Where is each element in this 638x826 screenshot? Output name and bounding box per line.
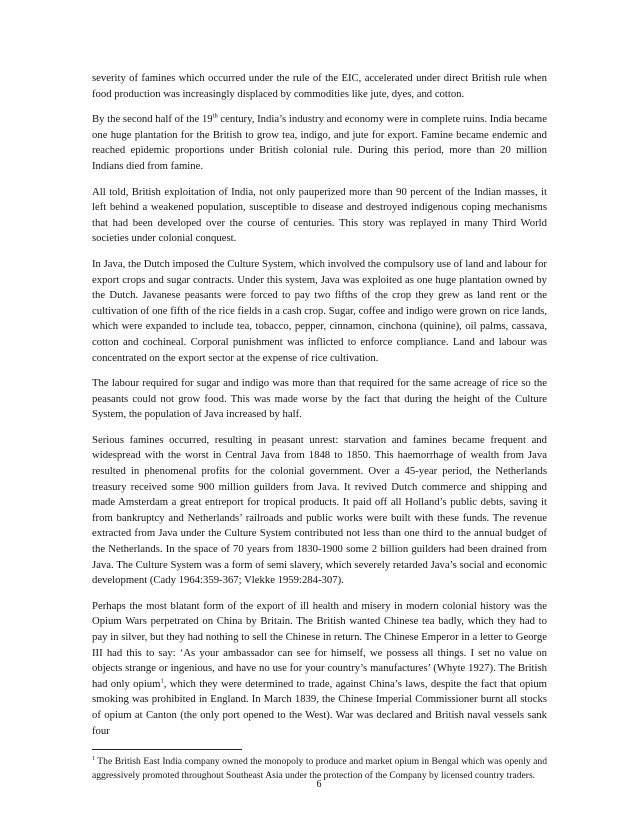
paragraph-text: , which they were determined to trade, against China’s laws, despite the fact that opium smoking was prohibited in England. In March 1839, the Chinese Imperial Commissioner burnt all stocks of opium at Canton (the only port opened to the West). War was declared and British naval vessels sank four — [92, 677, 547, 737]
footnote-1 — [92, 755, 547, 782]
paragraph-text: Perhaps the most blatant form of the export of ill health and misery in modern colonial history was the Opium Wars perpetrated on China by Britain. The British wanted Chinese tea badly, which they had to pay in silver, but they had nothing to sell the Chinese in return. The Chinese Emperor in a letter to George III had this to say: ‘As your ambassador can see for himself, we possess all things. I set no value on objects strange or ingenious, and have no use for your country’s manufactures’ (Whyte 1927). The British had only opium — [92, 599, 547, 690]
paragraph-5 — [92, 376, 547, 423]
paragraph-text: Serious famines occurred, resulting in peasant unrest: starvation and famines became frequent and widespread with the worst in Central Java from 1848 to 1850. This haemorrhage of wealth from Java resulted in phenomenal profits for the colonial government. Over a 45-year period, the Netherlands treasury received some 900 million guilders from Java. It revived Dutch commerce and shipping and made Amsterdam a great entreport for tropical products. It paid off all Holland’s public debts, saving it from bankruptcy and Netherlands’ railroads and public works were built with these funds. The revenue extracted from Java under the Culture System contributed not less than one third to the annual budget of the Netherlands. In the space of 70 years from 1830-1900 some 2 billion guilders had been drained from Java. The Culture System was a form of semi slavery, which severely retarded Java’s social and economic development (Cady 1964:359-367; Vlekke 1959:284-307). — [92, 433, 547, 587]
document-page — [92, 71, 547, 782]
paragraph-text: In Java, the Dutch imposed the Culture System, which involved the compulsory use of land and labour for export crops and sugar contracts. Under this system, Java was exploited as one huge plantation owned by the Dutch. Javanese peasants were forced to pay two fifths of the crop they grew as land rent or the cultivation of one fifth of the rice fields in a cash crop. Sugar, coffee and indigo were grown on rice lands, which were expanded to include tea, tobacco, pepper, cinnamon, cinchona (quinine), oil palms, cassava, cotton and cochineal. Corporal punishment was inflicted to enforce compliance. Land and labour was concentrated on the export sector at the expense of rice cultivation. — [92, 257, 547, 364]
page-number: 6 — [316, 779, 322, 790]
footnote-marker: 1 — [92, 755, 95, 762]
paragraph-text: All told, British exploitation of India, not only pauperized more than 90 percent of the Indian masses, it left behind a weakened population, susceptible to disease and destroyed indigenous coping mechanisms that had been developed over the course of centuries. This story was replayed in many Third World societies under colonial conquest. — [92, 185, 547, 245]
paragraph-text: By the second half of the 19 — [92, 113, 213, 126]
paragraph-text: The labour required for sugar and indigo was more than that required for the same acreage of rice so the peasants could not grow food. This was made worse by the fact that during the height of the Culture System, the population of Java increased by half. — [92, 377, 547, 421]
paragraph-4 — [92, 257, 547, 366]
paragraph-2 — [92, 112, 547, 174]
footnote-text: The British East India company owned the monopoly to produce and market opium in Bengal which was openly and aggressively promoted throughout Southeast Asia under the protection of the Company by licensed country traders. — [92, 756, 547, 781]
paragraph-3 — [92, 185, 547, 247]
paragraph-text: century, India’s industry and economy were in complete ruins. India became one huge plantation for the British to grow tea, indigo, and jute for export. Famine became endemic and reached epidemic proportions under British colonial rule. During this period, more than 20 million Indians died from famine. — [92, 113, 547, 172]
paragraph-7 — [92, 599, 547, 739]
paragraph-6 — [92, 433, 547, 589]
footnote-separator — [92, 749, 242, 750]
superscript: 1 — [160, 677, 164, 685]
paragraph-1 — [92, 71, 547, 102]
paragraph-text: severity of famines which occurred under the rule of the EIC, accelerated under direct British rule when food production was increasingly displaced by commodities like jute, dyes, and cotton. — [92, 72, 547, 100]
superscript: th — [212, 112, 218, 120]
body-text — [92, 71, 547, 739]
